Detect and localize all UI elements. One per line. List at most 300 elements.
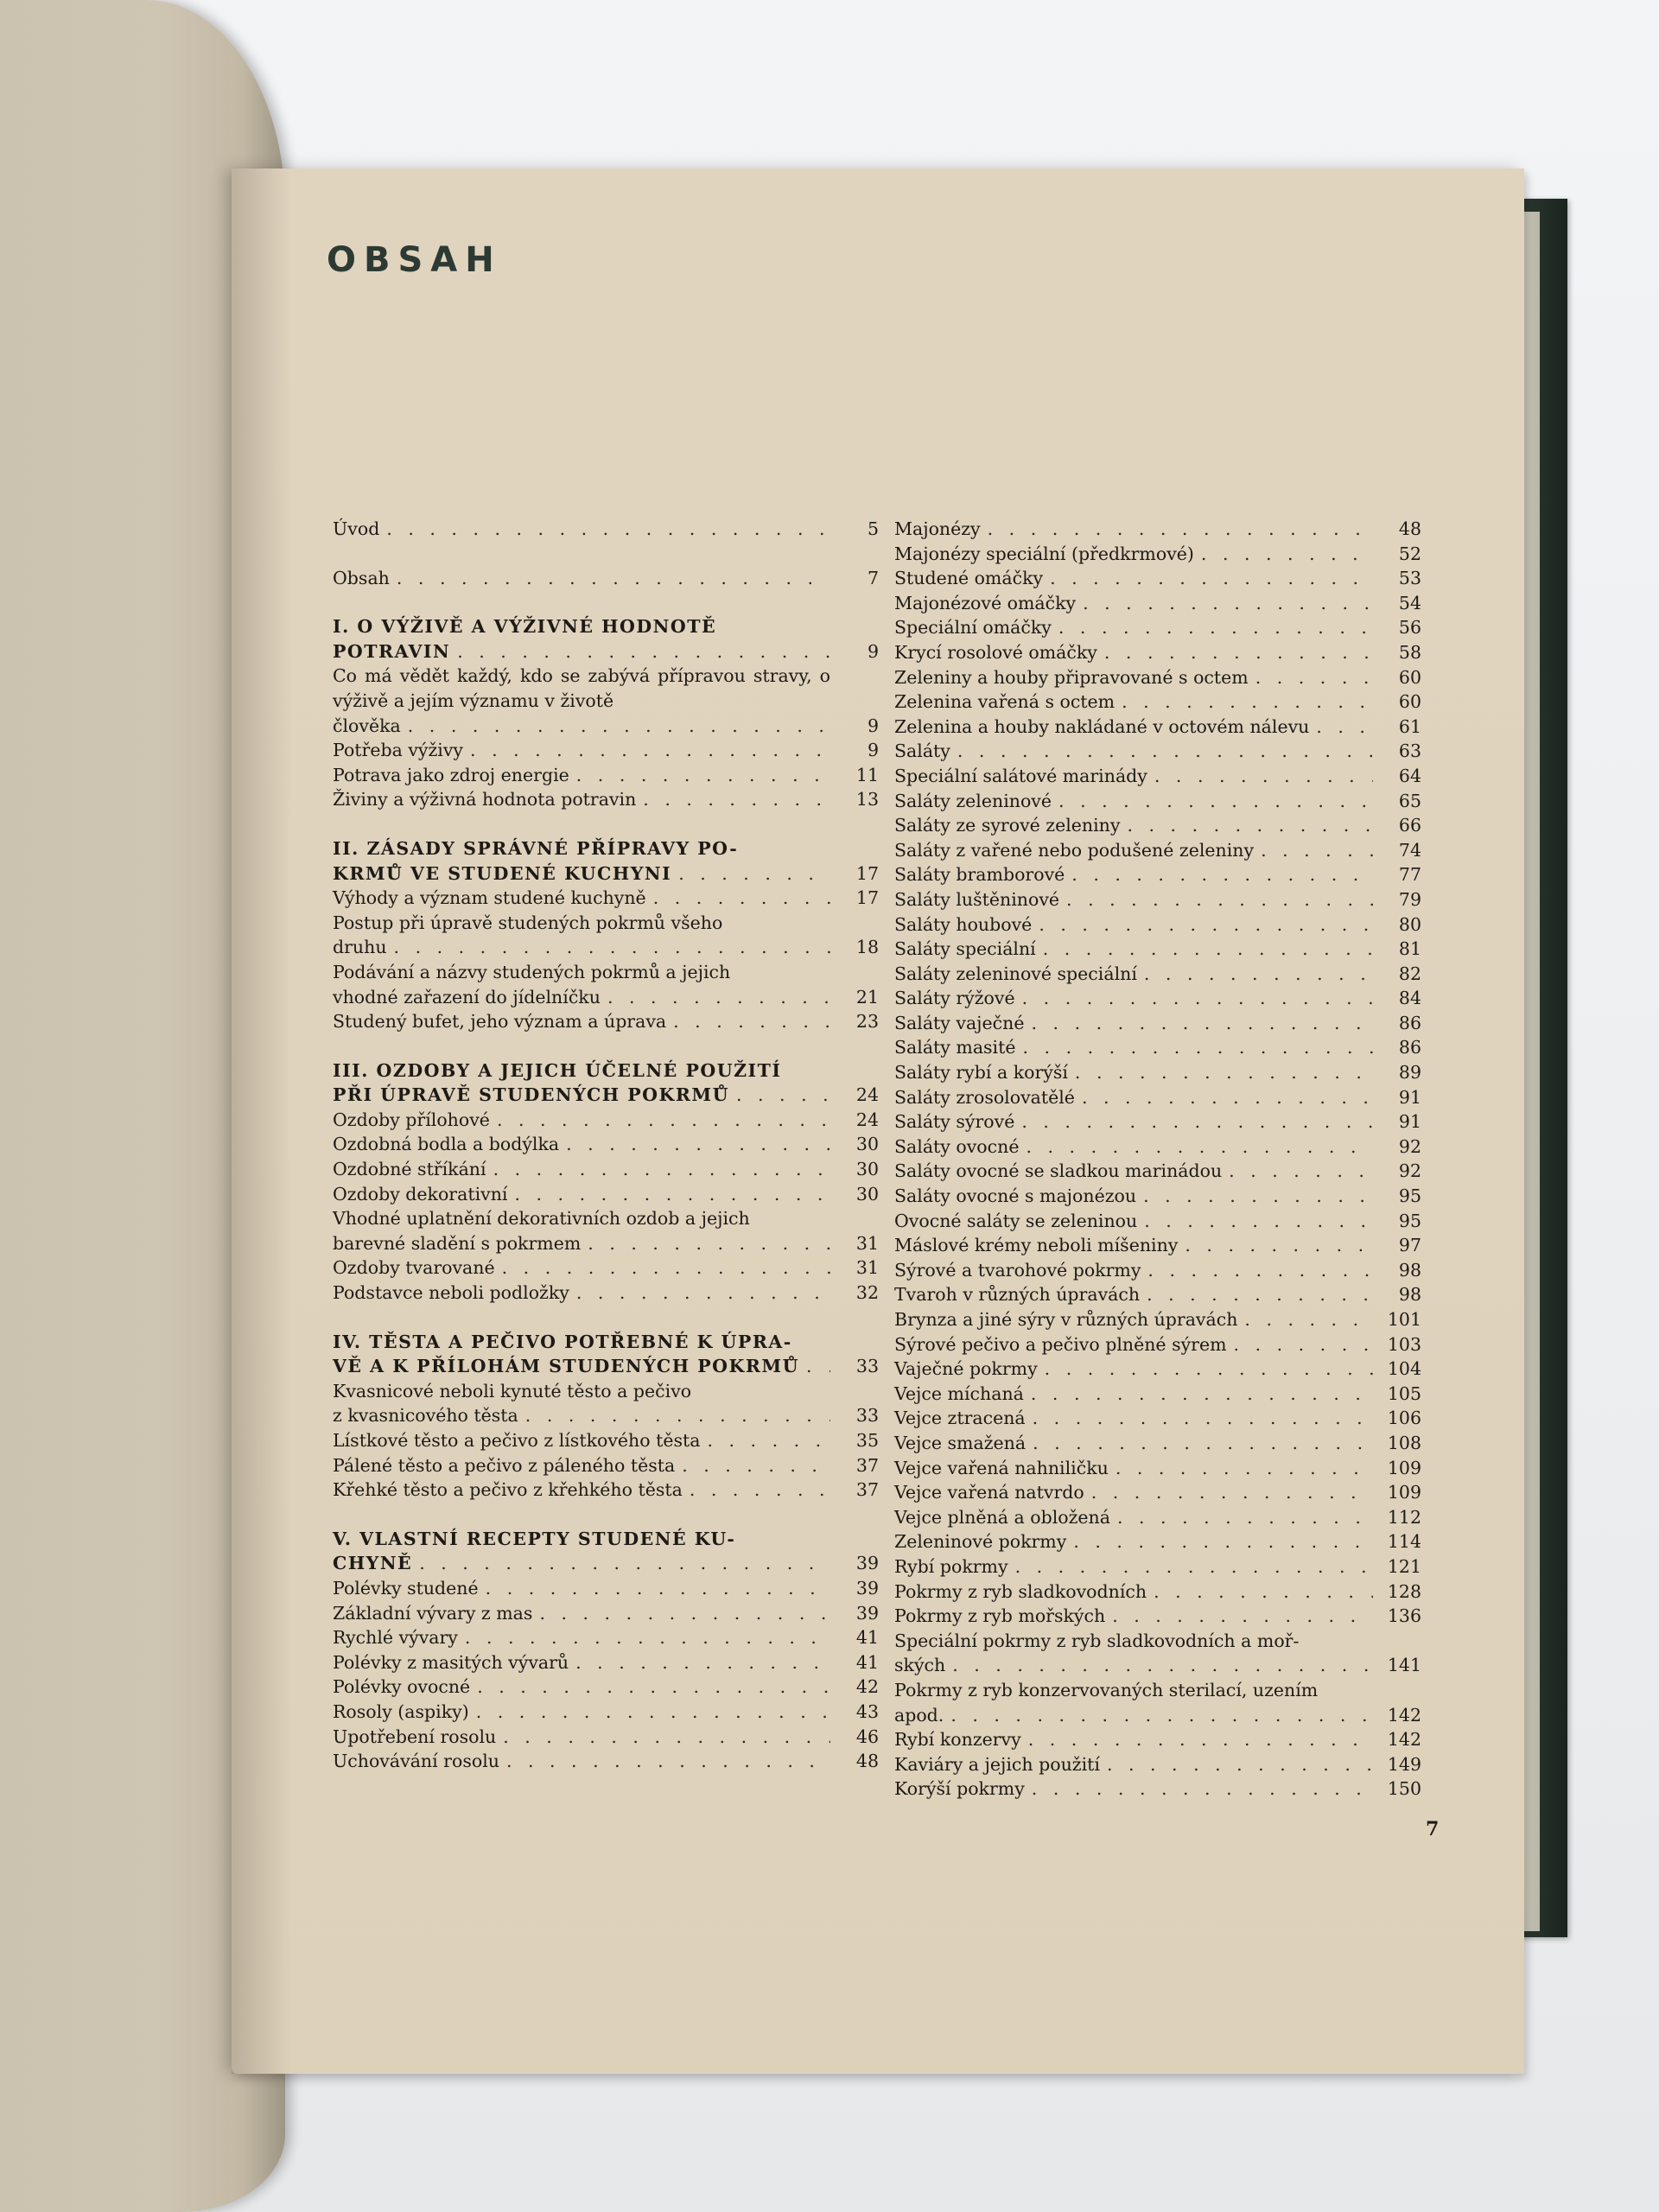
toc-section-heading: II. ZÁSADY SPRÁVNÉ PŘÍPRAVY PO- xyxy=(333,837,739,859)
dot-leader xyxy=(470,738,830,763)
toc-entry xyxy=(894,1529,1421,1554)
toc-entry-title: člověka xyxy=(333,715,401,736)
toc-entry-page: 149 xyxy=(1387,1753,1421,1775)
dot-leader xyxy=(1083,591,1373,616)
toc-entry-title: Polévky z masitých vývarů xyxy=(333,1651,569,1673)
toc-entry-page: 37 xyxy=(855,1454,879,1476)
toc-entry-page: 48 xyxy=(1398,518,1421,539)
toc-entry-title: Majonézy xyxy=(894,518,981,539)
dot-leader xyxy=(950,1703,1373,1728)
dot-leader xyxy=(576,763,830,788)
toc-entry-page: 91 xyxy=(1398,1111,1421,1133)
dot-leader xyxy=(1028,1727,1373,1752)
toc-entry xyxy=(333,1281,879,1306)
toc-entry xyxy=(333,1749,879,1774)
toc-entry xyxy=(894,1653,1421,1678)
toc-entry-page: 103 xyxy=(1387,1333,1421,1355)
toc-entry xyxy=(894,542,1421,567)
toc-entry xyxy=(333,1009,879,1034)
toc-spacer xyxy=(333,812,879,836)
toc-entry xyxy=(894,1752,1421,1777)
toc-entry-page: 84 xyxy=(1398,988,1421,1009)
toc-entry-title: barevné sladění s pokrmem xyxy=(333,1232,582,1254)
toc-entry-title: Upotřebení rosolu xyxy=(333,1726,497,1747)
toc-entry xyxy=(894,591,1421,616)
toc-entry-title: Tvaroh v různých úpravách xyxy=(894,1284,1141,1306)
dot-leader xyxy=(673,1009,830,1034)
dot-leader xyxy=(1032,1011,1374,1036)
toc-entry-page: 17 xyxy=(855,862,879,884)
toc-entry xyxy=(333,517,879,542)
toc-entry-page: 121 xyxy=(1387,1555,1421,1577)
toc-entry xyxy=(894,813,1421,838)
toc-entry-title: Studený bufet, jeho význam a úprava xyxy=(333,1011,667,1033)
toc-entry-page: 30 xyxy=(855,1134,879,1155)
toc-entry xyxy=(894,764,1421,789)
toc-entry-title: Vaječné pokrmy xyxy=(894,1358,1038,1380)
dot-leader xyxy=(1045,1357,1373,1382)
toc-entry xyxy=(333,985,879,1010)
dot-leader xyxy=(506,1749,830,1774)
toc-entry-page: 48 xyxy=(855,1751,879,1772)
dot-leader xyxy=(465,1625,830,1650)
toc-entry-title: Ozdoby dekorativní xyxy=(333,1183,508,1205)
toc-entry xyxy=(894,690,1421,715)
toc-section-heading: V. VLASTNÍ RECEPTY STUDENÉ KU- xyxy=(333,1528,736,1549)
toc-entry-title: Výhody a význam studené kuchyně xyxy=(333,887,646,909)
toc-entry-title: druhu xyxy=(333,937,387,958)
toc-entry-page: 39 xyxy=(855,1577,879,1599)
toc-entry-title: Sýrové a tvarohové pokrmy xyxy=(894,1259,1141,1281)
dot-leader xyxy=(1107,1752,1373,1777)
toc-entry-title: Rosoly (aspiky) xyxy=(333,1700,469,1722)
dot-leader xyxy=(1091,1480,1373,1505)
toc-section-heading: III. OZDOBY A JEJICH ÚČELNÉ POUŽITÍ xyxy=(333,1059,782,1081)
toc-entry xyxy=(894,1258,1421,1283)
toc-entry-page: 98 xyxy=(1398,1284,1421,1306)
toc-entry-page: 18 xyxy=(855,937,879,958)
toc-entry-page: 24 xyxy=(855,1084,879,1106)
dot-leader xyxy=(607,985,830,1010)
toc-entry-page: 52 xyxy=(1398,543,1421,564)
toc-entry-page: 53 xyxy=(1398,568,1421,589)
toc-entry-title: Vejce smažená xyxy=(894,1432,1027,1453)
toc-entry xyxy=(333,1453,879,1478)
dot-leader xyxy=(1261,838,1373,863)
toc-entry xyxy=(894,1727,1421,1752)
toc-entry-title: Živiny a výživná hodnota potravin xyxy=(333,789,637,810)
toc-entry xyxy=(894,1159,1421,1184)
toc-entry-title: Obsah xyxy=(333,567,390,588)
dot-leader xyxy=(503,1725,830,1750)
toc-entry xyxy=(894,1703,1421,1728)
toc-entry-title: Saláty rybí a korýší xyxy=(894,1062,1068,1084)
toc-entry xyxy=(333,1478,879,1503)
toc-entry-title: Rybí pokrmy xyxy=(894,1555,1008,1577)
toc-entry xyxy=(894,1184,1421,1209)
toc-entry-title: Studené omáčky xyxy=(894,568,1044,589)
toc-entry xyxy=(333,1725,879,1750)
dot-leader xyxy=(1144,962,1373,987)
toc-entry xyxy=(894,1505,1421,1530)
toc-entry-page: 98 xyxy=(1398,1259,1421,1281)
dot-leader xyxy=(1185,1233,1373,1258)
toc-entry xyxy=(894,789,1421,814)
toc-entry-page: 92 xyxy=(1398,1160,1421,1182)
toc-entry-title: Potřeba výživy xyxy=(333,740,464,761)
toc-entry-line: Pokrmy z ryb konzervovaných sterilací, uzením xyxy=(894,1679,1319,1700)
toc-entry xyxy=(333,886,879,911)
toc-entry xyxy=(333,1551,879,1576)
toc-entry-page: 39 xyxy=(855,1602,879,1624)
toc-entry-title: Saláty bramborové xyxy=(894,864,1065,886)
toc-entry xyxy=(333,1428,879,1453)
toc-entry-page: 31 xyxy=(855,1232,879,1254)
dot-leader xyxy=(497,1108,830,1133)
toc-entry xyxy=(894,1085,1421,1110)
dot-leader xyxy=(525,1403,830,1428)
dot-leader xyxy=(514,1182,830,1207)
toc-entry xyxy=(894,1011,1421,1036)
dot-leader xyxy=(576,1281,830,1306)
dot-leader xyxy=(1073,1529,1373,1554)
dot-leader xyxy=(397,566,830,591)
dot-leader xyxy=(1116,1456,1373,1481)
toc-entry-title: Máslové krémy neboli míšeniny xyxy=(894,1235,1179,1256)
toc-entry-title: Korýší pokrmy xyxy=(894,1778,1025,1800)
dot-leader xyxy=(1104,640,1373,665)
dot-leader xyxy=(957,739,1373,764)
toc-entry-title: Polévky studené xyxy=(333,1577,479,1599)
toc-entry-page: 109 xyxy=(1387,1482,1421,1503)
dot-leader xyxy=(952,1653,1373,1678)
toc-entry-page: 141 xyxy=(1387,1655,1421,1676)
toc-entry-page: 30 xyxy=(855,1183,879,1205)
toc-entry xyxy=(894,1357,1421,1382)
toc-entry xyxy=(894,1382,1421,1407)
toc-entry xyxy=(333,1700,879,1725)
toc-section-heading: IV. TĚSTA A PEČIVO POTŘEBNÉ K ÚPRA- xyxy=(333,1331,792,1352)
toc-entry-page: 106 xyxy=(1387,1408,1421,1429)
toc-entry-page: 97 xyxy=(1398,1235,1421,1256)
toc-entry-title: Úvod xyxy=(333,518,380,539)
toc-right-column xyxy=(894,517,1421,1802)
dot-leader xyxy=(1117,1505,1373,1530)
toc-entry-page: 108 xyxy=(1387,1432,1421,1453)
dot-leader xyxy=(1026,1135,1373,1160)
toc-entry-page: 9 xyxy=(867,715,879,736)
dot-leader xyxy=(1234,1332,1373,1357)
toc-entry xyxy=(894,566,1421,591)
dot-leader xyxy=(457,639,830,664)
toc-entry-page: 61 xyxy=(1398,715,1421,737)
toc-entry-page: 136 xyxy=(1387,1605,1421,1627)
toc-entry-title: Vejce plněná a obložená xyxy=(894,1506,1110,1528)
dot-leader xyxy=(1015,1554,1373,1580)
toc-entry xyxy=(894,1135,1421,1160)
toc-entry xyxy=(894,1109,1421,1135)
dot-leader xyxy=(643,787,830,812)
dot-leader xyxy=(1143,1184,1373,1209)
toc-entry-title: Zelenina a houby nakládané v octovém nálevu xyxy=(894,715,1310,737)
toc-entry-title: Vejce ztracená xyxy=(894,1408,1026,1429)
toc-entry-title: Vejce vařená natvrdo xyxy=(894,1482,1084,1503)
toc-entry xyxy=(894,1060,1421,1085)
dot-leader xyxy=(1031,1382,1373,1407)
toc-left-column xyxy=(333,517,879,1774)
dot-leader xyxy=(1032,1777,1373,1802)
toc-entry xyxy=(333,1083,879,1108)
toc-entry xyxy=(894,1580,1421,1605)
dot-leader xyxy=(690,1478,830,1503)
dot-leader xyxy=(736,1083,830,1108)
toc-entry-page: 150 xyxy=(1387,1778,1421,1800)
toc-entry xyxy=(894,1456,1421,1481)
dot-leader xyxy=(1127,813,1373,838)
toc-entry-title: Sýrové pečivo a pečivo plněné sýrem xyxy=(894,1333,1227,1355)
dot-leader xyxy=(1071,862,1373,887)
toc-entry xyxy=(333,1231,879,1256)
toc-entry-page: 60 xyxy=(1398,691,1421,713)
toc-entry-title: Saláty vaječné xyxy=(894,1012,1025,1033)
toc-section-heading: I. O VÝŽIVĚ A VÝŽIVNÉ HODNOTĚ xyxy=(333,616,717,638)
dot-leader xyxy=(682,1453,830,1478)
toc-entry-page: 86 xyxy=(1398,1012,1421,1033)
toc-entry xyxy=(894,615,1421,640)
toc-entry xyxy=(894,1554,1421,1580)
toc-entry xyxy=(333,566,879,591)
toc-entry-title: ských xyxy=(894,1655,946,1676)
toc-entry-line: Vhodné uplatnění dekorativních ozdob a jejich xyxy=(333,1208,750,1230)
toc-entry-page: 64 xyxy=(1398,765,1421,786)
dot-leader xyxy=(1023,1035,1374,1060)
toc-entry-line: Postup při úpravě studených pokrmů všeho xyxy=(333,912,723,933)
toc-entry-title: Potrava jako zdroj energie xyxy=(333,764,569,785)
toc-entry-title: Saláty houbové xyxy=(894,913,1033,935)
toc-entry-title: Pokrmy z ryb sladkovodních xyxy=(894,1580,1147,1602)
toc-entry-page: 23 xyxy=(855,1011,879,1033)
toc-entry xyxy=(333,1132,879,1157)
dot-leader xyxy=(502,1255,830,1281)
toc-entry-title: Vejce vařená nahniličku xyxy=(894,1457,1109,1478)
toc-entry xyxy=(894,1480,1421,1505)
toc-entry xyxy=(333,1601,879,1626)
page-number: 7 xyxy=(1426,1818,1440,1840)
toc-entry-page: 35 xyxy=(855,1430,879,1451)
dot-leader xyxy=(1201,542,1373,567)
toc-entry-title: Saláty ze syrové zeleniny xyxy=(894,815,1121,836)
toc-entry-title: Ovocné saláty se zeleninou xyxy=(894,1210,1138,1231)
toc-entry-title: Saláty xyxy=(894,741,950,762)
toc-entry xyxy=(894,986,1421,1011)
toc-entry-page: 58 xyxy=(1398,641,1421,663)
toc-entry-page: 33 xyxy=(855,1356,879,1377)
toc-entry-title: Pálené těsto a pečivo z páleného těsta xyxy=(333,1454,676,1476)
toc-entry-title: Kaviáry a jejich použití xyxy=(894,1753,1100,1775)
toc-entry xyxy=(894,1282,1421,1307)
toc-entry-title: Saláty sýrové xyxy=(894,1111,1015,1133)
dot-leader xyxy=(419,1551,830,1576)
toc-entry-page: 80 xyxy=(1398,913,1421,935)
toc-entry xyxy=(333,935,879,960)
dot-leader xyxy=(988,517,1373,542)
dot-leader xyxy=(566,1132,830,1157)
toc-entry-page: 101 xyxy=(1387,1309,1421,1330)
toc-entry-page: 41 xyxy=(855,1627,879,1649)
dot-leader xyxy=(1147,1258,1373,1283)
toc-entry-title: Saláty z vařené nebo podušené zeleniny xyxy=(894,839,1255,861)
dot-leader xyxy=(1255,665,1373,690)
toc-entry xyxy=(894,715,1421,740)
dot-leader xyxy=(575,1650,830,1675)
toc-entry-title: CHYNĚ xyxy=(333,1553,413,1574)
dot-leader xyxy=(1154,764,1373,789)
toc-entry xyxy=(333,1182,879,1207)
toc-entry-page: 39 xyxy=(855,1553,879,1574)
toc-entry-page: 54 xyxy=(1398,592,1421,613)
toc-entry-title: Saláty zrosolovatělé xyxy=(894,1086,1075,1108)
toc-entry-title: Ozdoby tvarované xyxy=(333,1257,495,1279)
toc-entry-page: 46 xyxy=(855,1726,879,1747)
toc-entry-title: Speciální omáčky xyxy=(894,617,1052,639)
dot-leader xyxy=(1050,566,1373,591)
toc-entry-line: Speciální pokrmy z ryb sladkovodních a moř- xyxy=(894,1630,1300,1651)
toc-entry-page: 91 xyxy=(1398,1086,1421,1108)
toc-entry-line: Co má vědět každý, kdo se zabývá přípravou stravy, o výživě a jejím významu v životě xyxy=(333,665,830,711)
dot-leader xyxy=(707,1428,830,1453)
toc-entry-title: Uchovávání rosolu xyxy=(333,1751,499,1772)
toc-entry xyxy=(894,887,1421,912)
dot-leader xyxy=(394,935,830,960)
toc-entry-title: Saláty ovocné xyxy=(894,1135,1020,1157)
toc-entry xyxy=(333,639,879,664)
dot-leader xyxy=(1058,615,1373,640)
dot-leader xyxy=(806,1354,830,1379)
toc-entry-title: z kvasnicového těsta xyxy=(333,1405,518,1427)
page-gutter-shadow xyxy=(232,168,292,2074)
toc-entry-page: 65 xyxy=(1398,790,1421,811)
toc-entry xyxy=(894,1777,1421,1802)
dot-leader xyxy=(1066,887,1373,912)
toc-entry-title: Rybí konzervy xyxy=(894,1729,1021,1751)
dot-leader xyxy=(1033,1431,1373,1456)
toc-entry-page: 60 xyxy=(1398,666,1421,688)
toc-entry xyxy=(333,787,879,812)
toc-entry xyxy=(894,1604,1421,1629)
toc-entry-title: Saláty masité xyxy=(894,1037,1016,1058)
toc-entry-title: Majonézy speciální (předkrmové) xyxy=(894,543,1194,564)
toc-entry-page: 92 xyxy=(1398,1135,1421,1157)
toc-entry xyxy=(894,517,1421,542)
dot-leader xyxy=(477,1675,830,1700)
toc-entry xyxy=(333,1625,879,1650)
toc-entry-page: 142 xyxy=(1387,1729,1421,1751)
dot-leader xyxy=(486,1576,830,1601)
toc-entry-page: 109 xyxy=(1387,1457,1421,1478)
toc-entry-title: vhodné zařazení do jídelníčku xyxy=(333,986,601,1007)
toc-entry xyxy=(894,640,1421,665)
toc-entry-page: 105 xyxy=(1387,1382,1421,1404)
toc-entry xyxy=(894,862,1421,887)
toc-entry xyxy=(894,1035,1421,1060)
toc-entry xyxy=(894,838,1421,863)
toc-entry-page: 74 xyxy=(1398,839,1421,861)
toc-entry-line: Kvasnicové neboli kynuté těsto a pečivo xyxy=(333,1380,692,1402)
toc-entry xyxy=(333,1108,879,1133)
toc-entry-title: Brynza a jiné sýry v různých úpravách xyxy=(894,1309,1238,1330)
toc-entry-title: Ozdoby přílohové xyxy=(333,1109,490,1130)
toc-entry-page: 32 xyxy=(855,1282,879,1304)
toc-entry-title: VĚ A K PŘÍLOHÁM STUDENÝCH POKRMŮ xyxy=(333,1356,799,1377)
toc-entry-page: 24 xyxy=(855,1109,879,1130)
toc-entry-page: 13 xyxy=(855,789,879,810)
dot-leader xyxy=(539,1601,830,1626)
dot-leader xyxy=(653,886,830,911)
toc-entry xyxy=(333,1157,879,1182)
dot-leader xyxy=(408,714,830,739)
dot-leader xyxy=(1122,690,1373,715)
toc-entry-page: 31 xyxy=(855,1257,879,1279)
toc-entry-title: Saláty ovocné s majonézou xyxy=(894,1185,1137,1207)
dot-leader xyxy=(1082,1085,1373,1110)
toc-entry-title: Saláty zeleninové speciální xyxy=(894,963,1137,984)
toc-spacer xyxy=(333,1503,879,1527)
toc-spacer xyxy=(333,542,879,566)
toc-entry-title: Pokrmy z ryb mořských xyxy=(894,1605,1106,1627)
toc-entry-title: Zeleniny a houby připravované s octem xyxy=(894,666,1249,688)
toc-entry xyxy=(894,1307,1421,1332)
toc-entry-page: 7 xyxy=(867,567,879,588)
toc-entry-page: 21 xyxy=(855,986,879,1007)
dot-leader xyxy=(1039,912,1373,938)
dot-leader xyxy=(1075,1060,1373,1085)
toc-entry-page: 128 xyxy=(1387,1580,1421,1602)
toc-entry xyxy=(333,1650,879,1675)
toc-entry-page: 104 xyxy=(1387,1358,1421,1380)
dot-leader xyxy=(1043,937,1373,962)
dot-leader xyxy=(1021,1109,1373,1135)
toc-entry-page: 79 xyxy=(1398,888,1421,910)
toc-entry xyxy=(333,1576,879,1601)
toc-entry xyxy=(333,1403,879,1428)
toc-entry-page: 33 xyxy=(855,1405,879,1427)
toc-entry-page: 86 xyxy=(1398,1037,1421,1058)
toc-entry-title: Speciální salátové marinády xyxy=(894,765,1147,786)
toc-entry-title: Majonézové omáčky xyxy=(894,592,1077,613)
dot-leader xyxy=(1144,1209,1373,1234)
dot-leader xyxy=(1147,1282,1373,1307)
dot-leader xyxy=(1154,1580,1373,1605)
toc-entry xyxy=(333,1675,879,1700)
toc-entry xyxy=(894,1332,1421,1357)
toc-entry xyxy=(894,665,1421,690)
toc-entry-page: 37 xyxy=(855,1479,879,1501)
toc-spacer xyxy=(333,1306,879,1330)
toc-entry-page: 112 xyxy=(1387,1506,1421,1528)
dot-leader xyxy=(1316,715,1373,740)
toc-entry-title: apod. xyxy=(894,1704,944,1726)
toc-entry xyxy=(333,714,879,739)
toc-entry xyxy=(333,1255,879,1281)
dot-leader xyxy=(678,861,830,887)
toc-entry xyxy=(333,763,879,788)
toc-entry-page: 81 xyxy=(1398,938,1421,960)
toc-entry-title: Saláty ovocné se sladkou marinádou xyxy=(894,1160,1223,1182)
toc-entry-page: 95 xyxy=(1398,1210,1421,1231)
dot-leader xyxy=(1112,1604,1373,1629)
toc-entry xyxy=(894,739,1421,764)
toc-entry-title: Zelenina vařená s octem xyxy=(894,691,1116,713)
